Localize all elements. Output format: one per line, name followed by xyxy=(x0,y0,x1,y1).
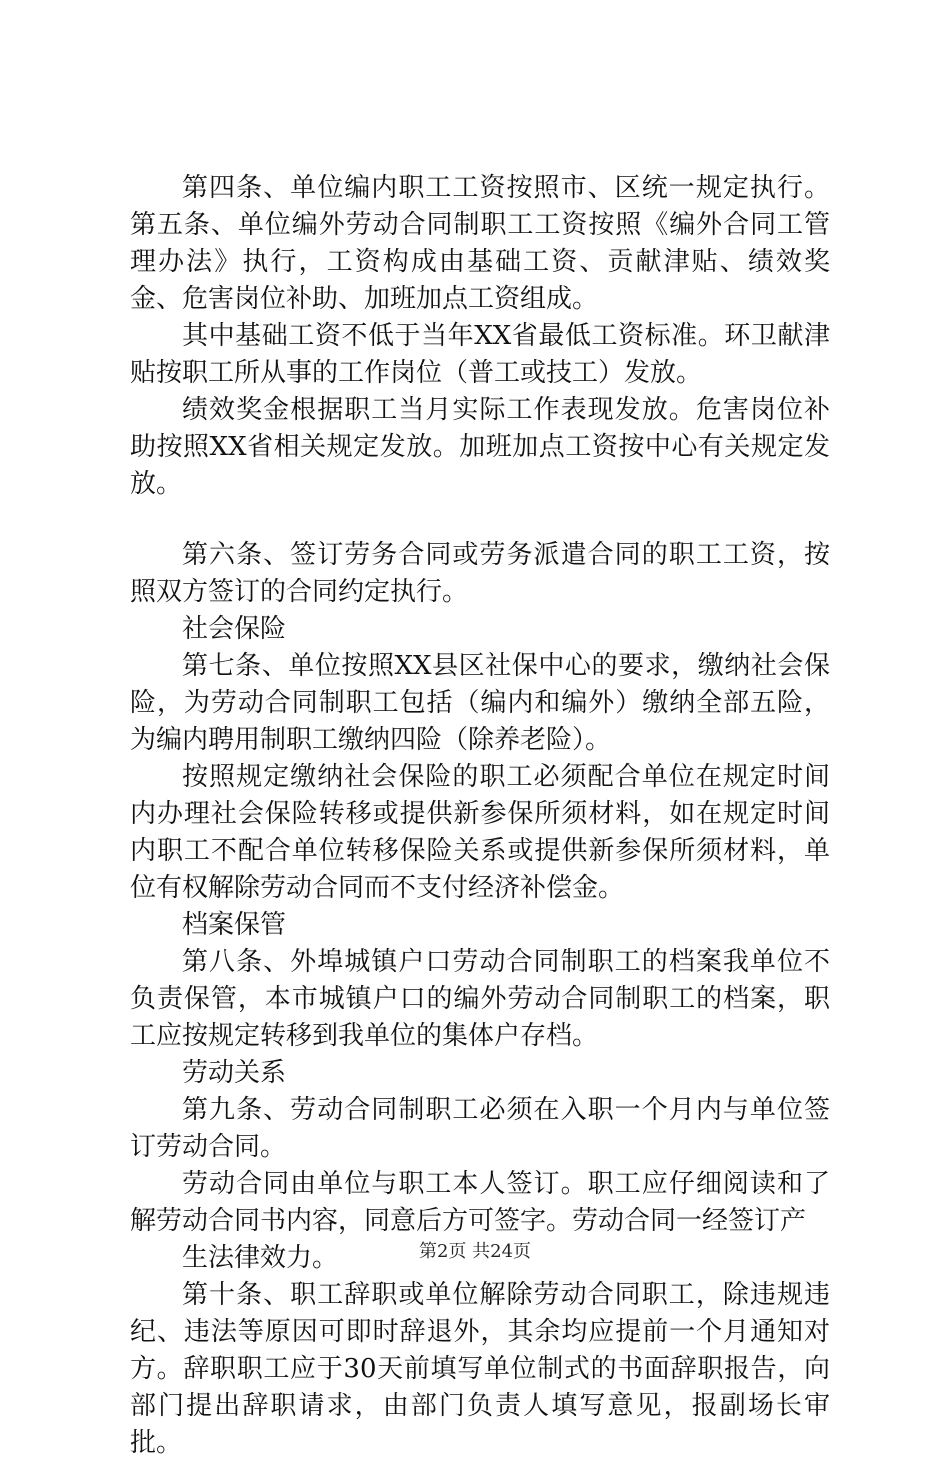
paragraph-base-salary: 其中基础工资不低于当年XX省最低工资标准。环卫献津贴按职工所从事的工作岗位（普工或技工）发放。 xyxy=(130,321,830,388)
paragraph-gap xyxy=(130,503,830,537)
paragraph-bonus: 绩效奖金根据职工当月实际工作表现发放。危害岗位补助按照XX省相关规定发放。加班加点工资按中心有关规定发放。 xyxy=(130,395,830,499)
document-body xyxy=(130,170,830,1462)
section-heading-archives: 档案保管 xyxy=(182,910,287,940)
paragraph-article-8: 第八条、外埠城镇户口劳动合同制职工的档案我单位不负责保管，本市城镇户口的编外劳动合同制职工的档案，职工应按规定转移到我单位的集体户存档。 xyxy=(130,947,830,1051)
page-number-footer: 第2页 共24页 xyxy=(418,1241,532,1262)
paragraph-article-9: 第九条、劳动合同制职工必须在入职一个月内与单位签订劳动合同。 xyxy=(130,1095,830,1162)
paragraph-article-6: 第六条、签订劳务合同或劳务派遣合同的职工工资，按照双方签订的合同约定执行。 xyxy=(130,540,830,607)
paragraph-article-4-5: 第四条、单位编内职工工资按照市、区统一规定执行。第五条、单位编外劳动合同制职工工资按照《编外合同工管理办法》执行，工资构成由基础工资、贡献津贴、绩效奖金、危害岗位补助、加班加点工资组成。 xyxy=(130,173,830,314)
section-heading-labor-relations: 劳动关系 xyxy=(182,1058,287,1088)
paragraph-contract-signing: 劳动合同由单位与职工本人签订。职工应仔细阅读和了解劳动合同书内容，同意后方可签字。劳动合同一经签订产 xyxy=(130,1169,830,1236)
paragraph-legal-effect: 生法律效力。 xyxy=(182,1243,339,1273)
paragraph-article-10: 第十条、职工辞职或单位解除劳动合同职工，除违规违纪、违法等原因可即时辞退外，其余均应提前一个月通知对方。辞职职工应于30天前填写单位制式的书面辞职报告，向部门提出辞职请求，由部门负责人填写意见，报副场长审批。 xyxy=(130,1280,830,1458)
section-heading-social-insurance: 社会保险 xyxy=(182,614,287,644)
paragraph-article-7: 第七条、单位按照XX县区社保中心的要求，缴纳社会保险，为劳动合同制职工包括（编内和编外）缴纳全部五险，为编内聘用制职工缴纳四险（除养老险）。 xyxy=(130,651,830,755)
paragraph-insurance-transfer: 按照规定缴纳社会保险的职工必须配合单位在规定时间内办理社会保险转移或提供新参保所须材料，如在规定时间内职工不配合单位转移保险关系或提供新参保所须材料，单位有权解除劳动合同而不支付经济补偿金。 xyxy=(130,762,830,903)
